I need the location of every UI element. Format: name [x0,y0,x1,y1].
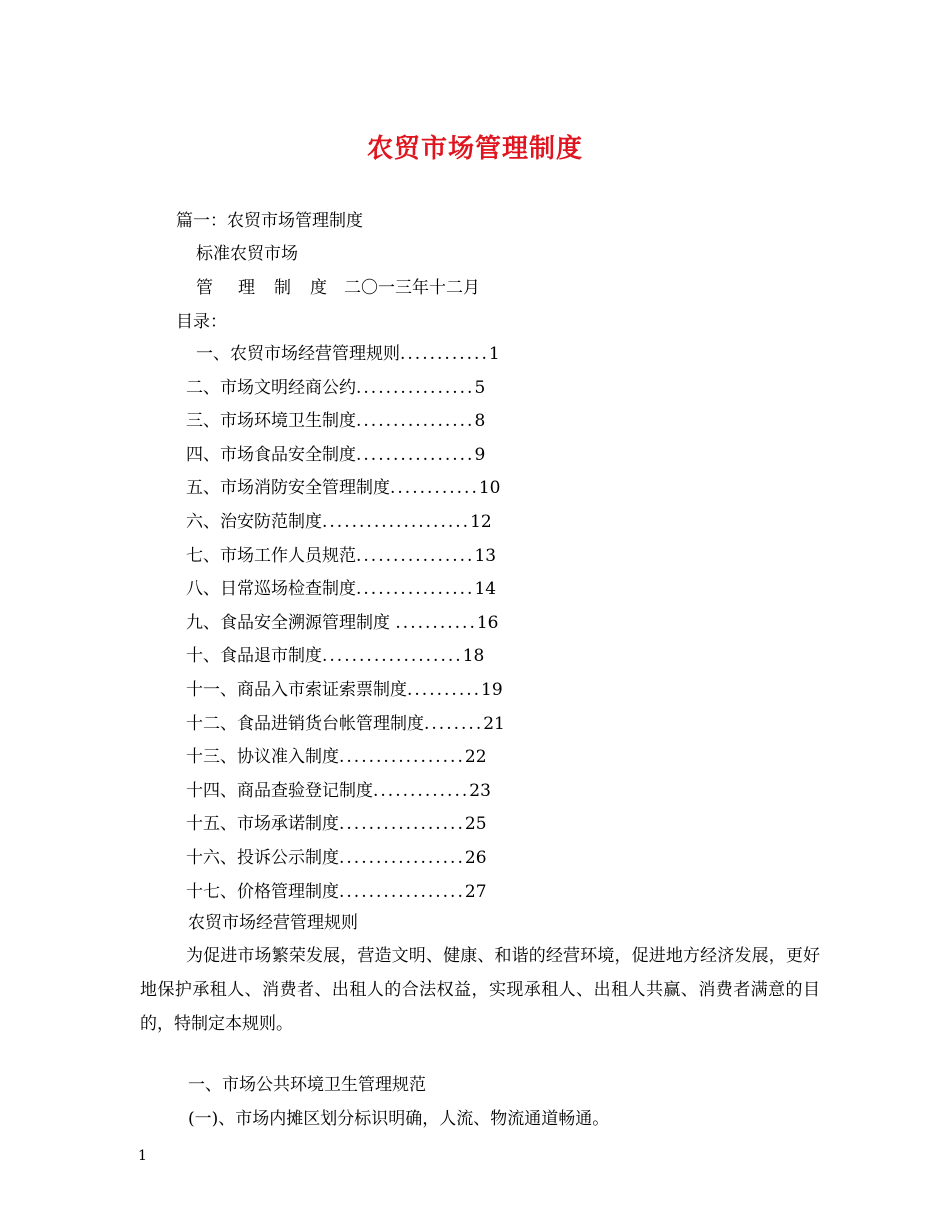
toc-item[interactable] [186,476,501,500]
toc-item-label: 一、农贸市场经营管理规则 [196,344,400,364]
toc-item-leader: .................... [322,512,471,532]
toc-item-page: 19 [481,680,503,700]
toc-item[interactable] [186,779,491,803]
toc-item-label: 九、食品安全溯源管理制度 [186,612,396,633]
toc-item[interactable] [196,342,500,366]
chapter-heading: 篇一：农贸市场管理制度 [176,211,363,231]
toc-item-page: 8 [474,411,486,432]
toc-item[interactable] [186,544,496,568]
toc-item-page: 22 [464,747,487,768]
date-text: 二〇一三年十二月 [344,278,480,298]
toc-item[interactable] [186,712,505,736]
toc-item-page: 27 [464,881,487,902]
toc-item-page: 26 [464,848,487,868]
toc-item-label: 七、市场工作人员规范 [186,545,356,566]
toc-item-leader: ........... [395,612,477,633]
toc-item-leader: ................ [356,377,475,398]
toc-item-page: 16 [476,612,499,633]
toc-item[interactable] [186,880,487,904]
toc-item-label: 十四、商品查验登记制度 [186,780,373,801]
toc-item-label: 六、治安防范制度 [186,512,322,532]
toc-item-page: 9 [474,444,486,465]
toc-item-leader: ................. [339,881,465,902]
toc-label: 目录： [176,312,227,332]
toc-item-leader: ............ [400,344,489,364]
toc-item-leader: .......... [407,680,482,700]
toc-item[interactable] [186,644,484,668]
toc-item[interactable] [186,846,487,870]
intro-paragraph: 为促进市场繁荣发展，营造文明、健康、和谐的经营环境，促进地方经济发展，更好地保护承租人、消费者、出租人的合法权益，实现承租人、出租人共赢、消费者满意的目的，特制定本规则。 [140,946,820,1034]
toc-item-label: 十七、价格管理制度 [186,881,339,902]
toc-item[interactable] [186,376,485,400]
toc-item-leader: ................ [356,545,475,566]
toc-item-label: 三、市场环境卫生制度 [186,411,356,432]
toc-item-page: 13 [474,545,497,566]
toc-item[interactable] [186,745,487,769]
toc-item-label: 十五、市场承诺制度 [186,814,339,835]
spread-char: 制 [274,278,291,298]
toc-item-label: 十、食品退市制度 [186,646,322,667]
subtitle-line: 标准农贸市场 [196,244,298,264]
toc-item-label: 十一、商品入市索证索票制度 [186,680,407,700]
toc-item-leader: ................ [356,411,475,432]
toc-item[interactable] [186,812,487,836]
toc-item-label: 二、市场文明经商公约 [186,377,356,398]
toc-item-label: 四、市场食品安全制度 [186,444,356,465]
toc-item-label: 十二、食品进销货台帐管理制度 [186,713,424,734]
toc-item-label: 五、市场消防安全管理制度 [186,478,390,499]
section-title: 农贸市场经营管理规则 [188,913,358,933]
toc-item[interactable] [186,443,485,467]
heading-1: 一、市场公共环境卫生管理规范 [188,1075,426,1095]
document-title: 农贸市场管理制度 [366,134,583,164]
toc-item[interactable] [186,678,503,702]
toc-item-leader: ................ [356,579,475,600]
meta-line [196,276,480,300]
toc-item-page: 25 [464,814,487,835]
toc-item-leader: ................. [339,747,465,768]
toc-item-leader: ................ [356,444,475,465]
spread-char: 管 [196,278,213,298]
toc-item-page: 23 [469,780,491,801]
toc-item[interactable] [186,577,496,601]
toc-item-page: 18 [462,646,485,667]
toc-item-page: 10 [478,478,501,499]
item-1: (一)、市场内摊区划分标识明确，人流、物流通道畅通。 [188,1109,610,1129]
toc-item-leader: ............. [373,780,470,801]
toc-item-label: 十六、投诉公示制度 [186,848,339,868]
toc-item-label: 十三、协议准入制度 [186,747,339,768]
toc-item-leader: ................... [322,646,463,667]
footer-page-number: 1 [138,1148,147,1164]
toc-item-page: 5 [474,377,486,398]
toc-item-page: 12 [470,512,492,532]
spread-char: 度 [310,278,327,298]
toc-item[interactable] [186,611,499,635]
toc-item[interactable] [186,409,485,433]
toc-item-leader: ................. [339,814,465,835]
toc-item-label: 八、日常巡场检查制度 [186,579,356,600]
toc-item-leader: ................. [339,848,465,868]
toc-item-leader: ............ [390,478,479,499]
toc-item[interactable] [186,510,492,534]
spread-char: 理 [238,278,255,298]
toc-item-page: 14 [474,579,497,600]
toc-item-leader: ........ [424,713,484,734]
toc-item-page: 1 [488,344,500,364]
toc-item-page: 21 [483,713,505,734]
